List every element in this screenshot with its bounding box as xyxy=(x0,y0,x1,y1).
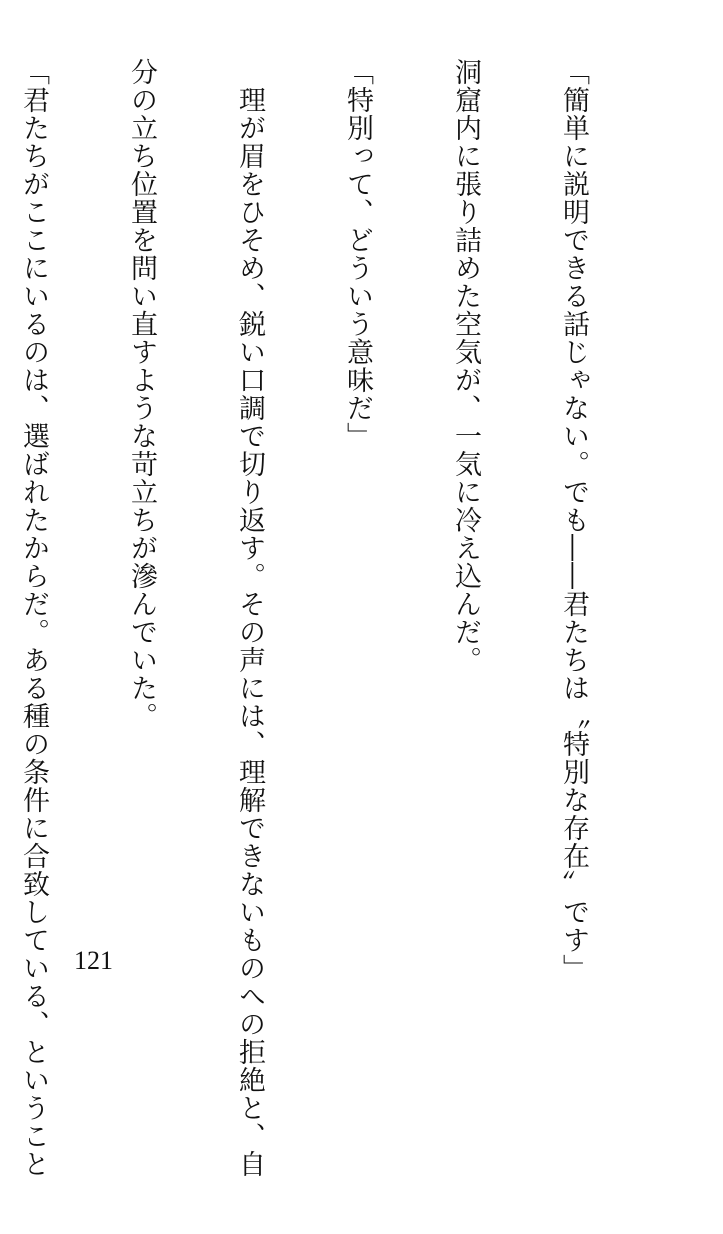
text-line: 「君たちがここにいるのは、選ばれたからだ。ある種の条件に合致している、ということ xyxy=(18,58,49,1178)
text-line: 「特別って、どういう意味だ」 xyxy=(342,58,373,450)
text-line: 理が眉をひそめ、鋭い口調で切り返す。その声には、理解できないものへの拒絶と、自 xyxy=(234,58,265,1178)
text-line: 洞窟内に張り詰めた空気が、一気に冷え込んだ。 xyxy=(450,58,481,674)
text-line: 「簡単に説明できる話じゃない。でも――君たちは〝特別な存在〟です」 xyxy=(558,58,589,982)
text-line: 分の立ち位置を問い直すような苛立ちが滲んでいた。 xyxy=(126,58,157,730)
page-number: 121 xyxy=(74,946,113,975)
